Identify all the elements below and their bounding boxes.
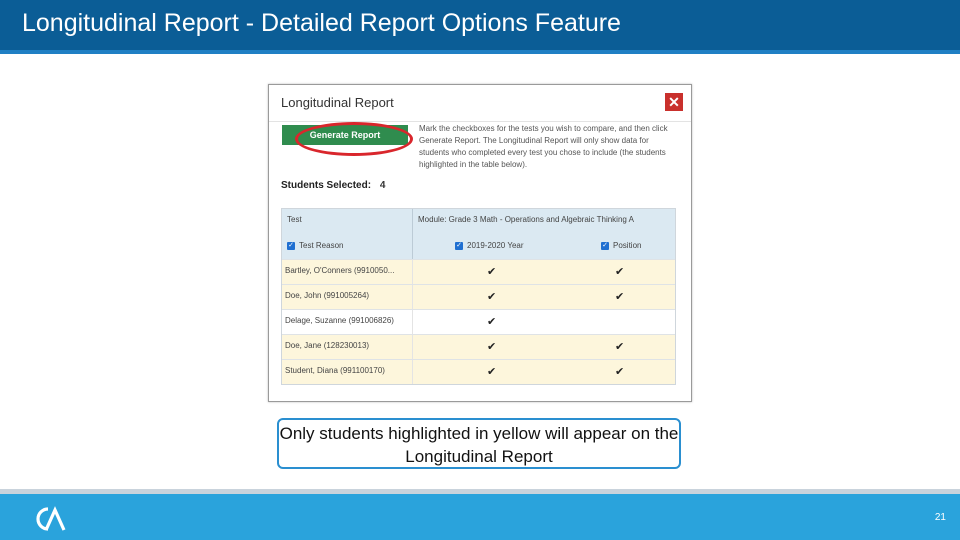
students-selected-count: 4 bbox=[379, 180, 386, 191]
row-divider bbox=[412, 335, 413, 359]
close-icon[interactable]: ✕ bbox=[665, 93, 683, 111]
table-row bbox=[282, 309, 675, 334]
test-reason-checkbox-row[interactable] bbox=[287, 241, 343, 250]
row-divider bbox=[412, 285, 413, 309]
header-reason-label: Test Reason bbox=[299, 241, 344, 250]
header-divider bbox=[0, 50, 960, 54]
student-name: Student, Diana (991100170) bbox=[285, 366, 385, 375]
check-icon: ✔ bbox=[615, 291, 625, 303]
instructions-text: Mark the checkboxes for the tests you wish to compare, and then click Generate Report. The Longitudinal Report will only show data for students who completed every test you chose to include (the students highlighted in the table below). bbox=[419, 124, 668, 169]
student-name: Doe, John (991005264) bbox=[285, 291, 370, 300]
check-icon: ✔ bbox=[487, 316, 497, 328]
dialog-title: Longitudinal Report bbox=[281, 95, 394, 110]
check-icon: ✔ bbox=[615, 366, 625, 378]
checkbox-icon[interactable]: ✓ bbox=[456, 241, 462, 249]
ca-logo-icon bbox=[34, 505, 70, 533]
callout-box: Only students highlighted in yellow will appear on the Longitudinal Report bbox=[277, 418, 681, 469]
check-icon: ✔ bbox=[487, 341, 497, 353]
slide-title: Longitudinal Report - Detailed Report Options Feature bbox=[22, 9, 621, 37]
longitudinal-report-dialog bbox=[268, 84, 692, 402]
header-test: Test bbox=[287, 215, 302, 224]
header-module: Module: Grade 3 Math - Operations and Algebraic Thinking A bbox=[418, 215, 634, 224]
header-position-label: Position bbox=[613, 241, 642, 250]
header-year-label: 2019-2020 Year bbox=[467, 241, 524, 250]
check-icon: ✔ bbox=[487, 291, 497, 303]
checkbox-icon[interactable]: ✓ bbox=[602, 241, 608, 249]
header-bar bbox=[0, 0, 960, 50]
student-name: Delage, Suzanne (991006826) bbox=[285, 316, 394, 325]
table-row bbox=[282, 259, 675, 284]
row-divider bbox=[412, 260, 413, 284]
student-name: Doe, Jane (128230013) bbox=[285, 341, 370, 350]
student-name: Bartley, O'Conners (9910050... bbox=[285, 266, 395, 275]
table-row bbox=[282, 334, 675, 359]
row-divider bbox=[412, 360, 413, 384]
check-icon: ✔ bbox=[615, 341, 625, 353]
students-selected bbox=[281, 180, 385, 191]
highlight-circle bbox=[295, 122, 413, 156]
generate-report-button[interactable]: Generate Report bbox=[282, 125, 408, 145]
check-icon: ✔ bbox=[615, 266, 625, 278]
page-number: 21 bbox=[934, 512, 946, 523]
students-selected-label: Students Selected: bbox=[281, 180, 372, 191]
table-header bbox=[282, 209, 675, 259]
students-table bbox=[281, 208, 676, 385]
header-divider-line bbox=[412, 209, 413, 259]
position-checkbox-row[interactable] bbox=[601, 241, 641, 250]
row-divider bbox=[412, 310, 413, 334]
year-checkbox-row[interactable] bbox=[455, 241, 524, 250]
table-row bbox=[282, 359, 675, 384]
check-icon: ✔ bbox=[487, 266, 497, 278]
check-icon: ✔ bbox=[487, 366, 497, 378]
footer-bar bbox=[0, 494, 960, 540]
dialog-header bbox=[269, 85, 691, 122]
checkbox-icon[interactable]: ✓ bbox=[288, 241, 294, 249]
table-row bbox=[282, 284, 675, 309]
